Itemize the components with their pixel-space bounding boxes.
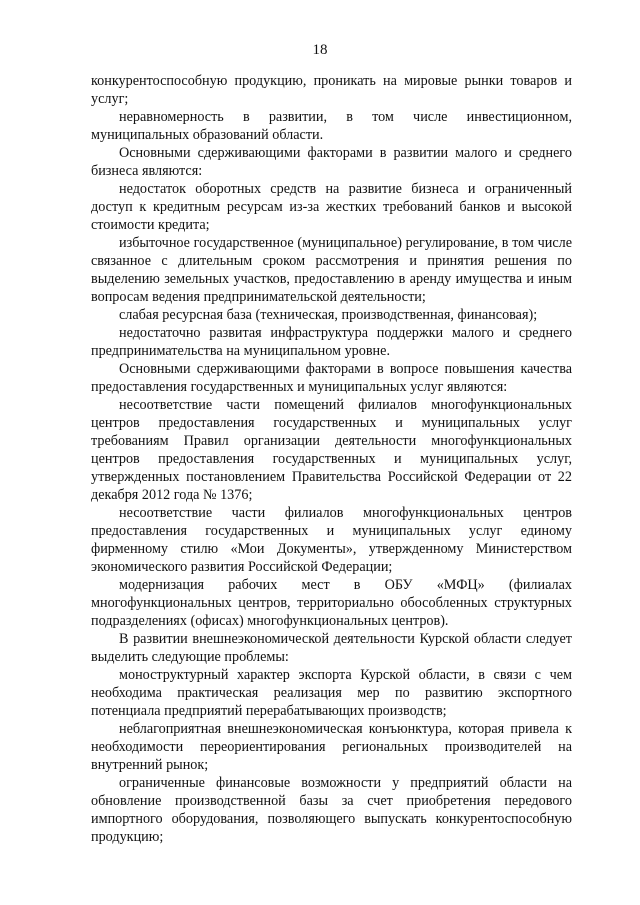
paragraph: В развитии внешнеэкономической деятельности Курской области следует выделить следующие проблемы: — [91, 631, 572, 665]
document-body — [91, 72, 572, 846]
paragraph: неравномерность в развитии, в том числе инвестиционном, муниципальных образований области. — [91, 109, 572, 143]
paragraph: ограниченные финансовые возможности у предприятий области на обновление производственной базы за счет приобретения передового импортного оборудования, позволяющего выпускать конкурентоспособную продукцию; — [91, 775, 572, 845]
paragraph: несоответствие части помещений филиалов многофункциональных центров предоставления государственных и муниципальных услуг требованиям Правил организации деятельности многофункциональных центров предоставления государственных и муниципальных услуг, утвержденных постановлением Правительства Российской Федерации от 22 декабря 2012 года № 1376; — [91, 397, 572, 503]
paragraph: моноструктурный характер экспорта Курской области, в связи с чем необходима практическая реализация мер по развитию экспортного потенциала предприятий перерабатывающих производств; — [91, 667, 572, 719]
paragraph: неблагоприятная внешнеэкономическая конъюнктура, которая привела к необходимости переориентирования региональных производителей на внутренний рынок; — [91, 721, 572, 773]
page-number: 18 — [312, 42, 328, 58]
paragraph: модернизация рабочих мест в ОБУ «МФЦ» (филиалах многофункциональных центров, территориально обособленных структурных подразделениях (офисах) многофункциональных центров). — [91, 577, 572, 629]
paragraph: недостаточно развитая инфраструктура поддержки малого и среднего предпринимательства на муниципальном уровне. — [91, 325, 572, 359]
paragraph: конкурентоспособную продукцию, проникать на мировые рынки товаров и услуг; — [91, 73, 572, 107]
paragraph: Основными сдерживающими факторами в развитии малого и среднего бизнеса являются: — [91, 145, 572, 179]
paragraph: недостаток оборотных средств на развитие бизнеса и ограниченный доступ к кредитным ресурсам из-за жестких требований банков и высокой стоимости кредита; — [91, 181, 572, 233]
paragraph: несоответствие части филиалов многофункциональных центров предоставления государственных и муниципальных услуг единому фирменному стилю «Мои Документы», утвержденному Министерством экономического развития Российской Федерации; — [91, 505, 572, 575]
paragraph: избыточное государственное (муниципальное) регулирование, в том числе связанное с длительным сроком рассмотрения и принятия решения по выделению земельных участков, предоставлению в аренду имущества и иным вопросам ведения предпринимательской деятельности; — [91, 235, 572, 305]
paragraph: Основными сдерживающими факторами в вопросе повышения качества предоставления государственных и муниципальных услуг являются: — [91, 361, 572, 395]
paragraph: слабая ресурсная база (техническая, производственная, финансовая); — [119, 307, 538, 323]
